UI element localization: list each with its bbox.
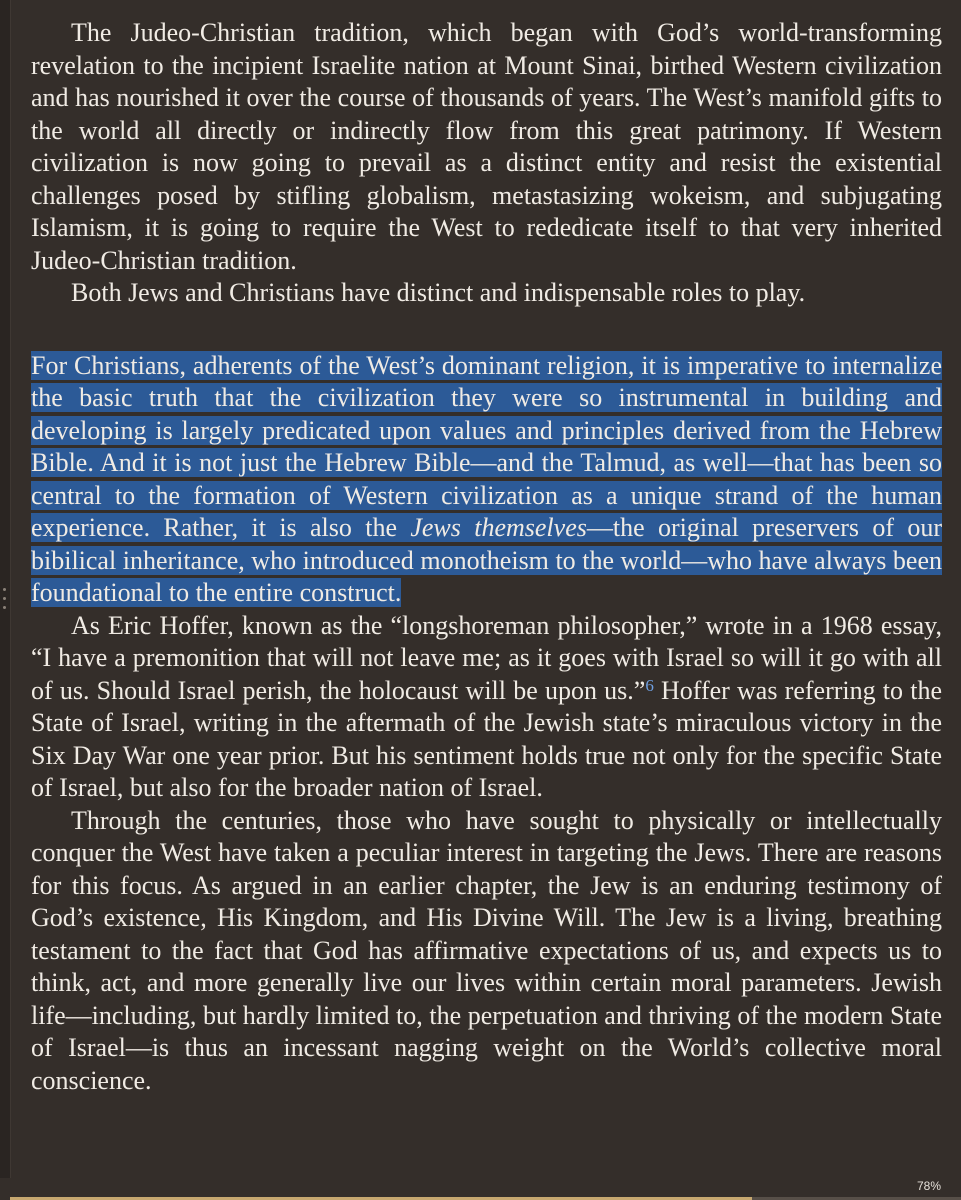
reader-page [31,17,942,1097]
paragraph-4-text-b: Hoffer was referring to the State of Israel, writing in the aftermath of the Jewish state’s miraculous victory in the Six Day War one year prior. But his sentiment holds true not only for the specific State of Israel, but also for the broader nation of Israel. [31,675,942,802]
resize-handle-icon[interactable] [3,588,7,618]
paragraph-3-highlighted[interactable] [31,350,942,610]
left-sidebar-edge [0,0,11,1200]
paragraph-5: Through the centuries, those who have sought to physically or intellectually conquer the West have taken a peculiar interest in targeting the Jews. There are reasons for this focus. As argued in an earlier chapter, the Jew is an enduring testimony of God’s existence, His Kingdom, and His Divine Will. The Jew is a living, breathing testament to the fact that God has affirmative expectations of us, and expects us to think, act, and more generally live our lives within certain moral parameters. Jewish life—including, but hardly limited to, the perpetuation and thriving of the modern State of Israel—is thus an incessant nagging weight on the World’s collective moral conscience. [31,805,942,1095]
paragraph-3-italic: Jews themselves [410,513,587,542]
paragraph-1: The Judeo-Christian tradition, which began with God’s world-transforming revelation to the incipient Israelite nation at Mount Sinai, birthed Western civilization and has nourished it over the course of thousands of years. The West’s manifold gifts to the world all directly or indirectly flow from this great patrimony. If Western civilization is now going to prevail as a distinct entity and resist the existential challenges posed by stifling globalism, metastasizing wokeism, and subjugating Islamism, it is going to require the West to rededicate itself to that very inherited Judeo-Christian tradition. [31,18,942,275]
progress-percentage: 78% [916,1179,941,1193]
text-highlight[interactable] [31,351,942,608]
section-break [31,310,942,350]
paragraph-3-text-b: —the original preservers of our bibilical inheritance, who introduced monotheism to the world—who have always been foundational to the entire construct. [31,513,943,607]
footnote-link[interactable]: 6 [645,675,654,695]
paragraph-3-text-a: For Christians, adherents of the West’s dominant religion, it is imperative to internalize the basic truth that the civilization they were so instrumental in building and developing is largely predicated upon values and principles derived from the Hebrew Bible. And it is not just the Hebrew Bible—and the Talmud, as well—that has been so central to the formation of Western civilization as a unique strand of the human experience. Rather, it is also the [31,350,942,542]
paragraph-4 [31,610,942,805]
reader-status-bar [0,1178,961,1200]
paragraph-2: Both Jews and Christians have distinct and indispensable roles to play. [71,278,806,307]
paragraph-4-text-a: As Eric Hoffer, known as the “longshoreman philosopher,” wrote in a 1968 essay, “I have a premonition that will not leave me; as it goes with Israel so will it go with all of us. Should Israel perish, the holocaust will be upon us.” [31,610,942,705]
